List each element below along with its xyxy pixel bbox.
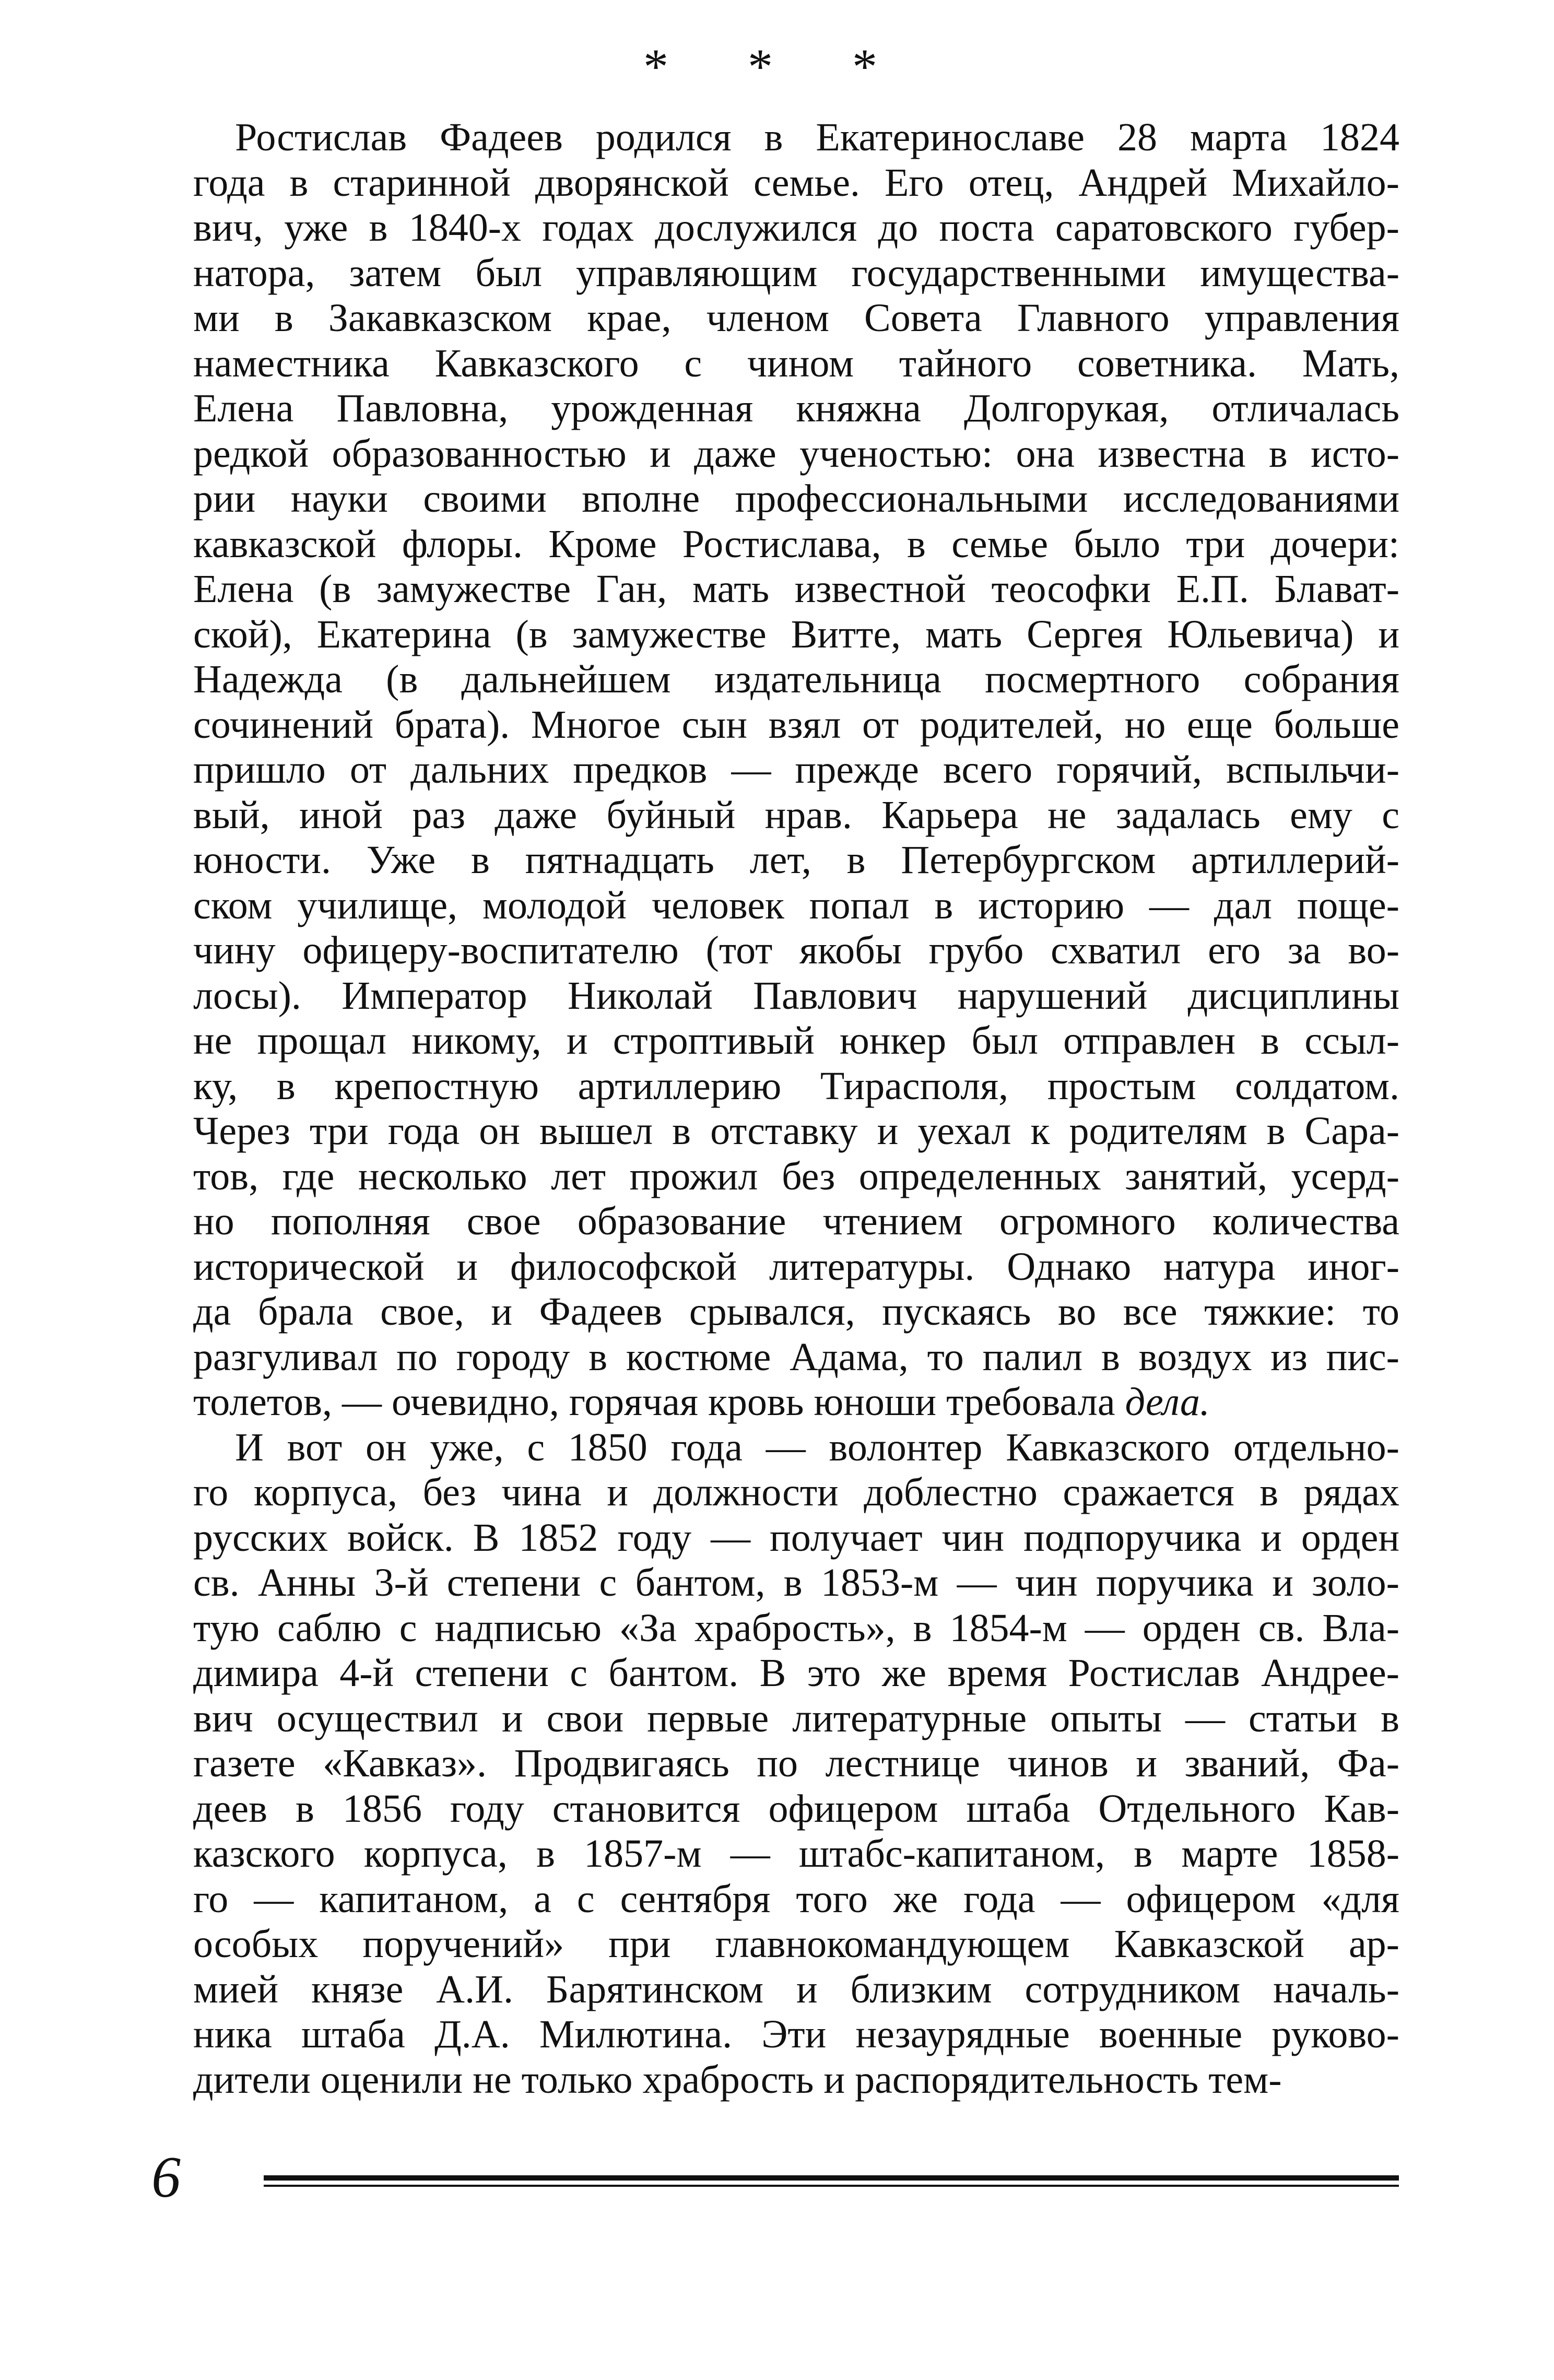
text-line: ку, в крепостную артиллерию Тирасполя, простым солдатом. [193, 1064, 1399, 1108]
text-line: юности. Уже в пятнадцать лет, в Петербургском артиллерий- [193, 838, 1399, 882]
text-line: вич осуществил и свои первые литературные опыты — статьи в [193, 1696, 1399, 1740]
text-line: дители оценили не только храбрость и распорядительность тем- [193, 2057, 1282, 2102]
page-footer [0, 2146, 1554, 2209]
text-line: ми в Закавказском крае, членом Совета Главного управления [193, 296, 1399, 340]
text-line: ской), Екатерина (в замужестве Витте, мать Сергея Юльевича) и [193, 612, 1399, 656]
text-line: но пополняя свое образование чтением огромного количества [193, 1199, 1399, 1243]
text-line: газете «Кавказ». Продвигаясь по лестнице чинов и званий, Фа- [193, 1741, 1399, 1785]
text-line: кавказской флоры. Кроме Ростислава, в семье было три дочери: [193, 522, 1399, 566]
text-line: да брала свое, и Фадеев срывался, пускаясь во все тяжкие: то [193, 1290, 1399, 1334]
text-line: сочинений брата). Многое сын взял от родителей, но еще больше [193, 702, 1399, 747]
text-line: Через три года он вышел в отставку и уехал к родителям в Сара- [193, 1109, 1399, 1153]
text-line: го — капитаном, а с сентября того же года — офицером «для [193, 1877, 1399, 1921]
footer-rule [264, 2175, 1399, 2181]
text-line: особых поручений» при главнокомандующем Кавказской ар- [193, 1922, 1399, 1966]
text-line: Елена Павловна, урожденная княжна Долгорукая, отличалась [193, 386, 1399, 430]
text-line: тов, где несколько лет прожил без определенных занятий, усерд- [193, 1154, 1399, 1198]
text-line: Надежда (в дальнейшем издательница посмертного собрания [193, 657, 1399, 701]
text-line: мией князе А.И. Барятинском и близким сотрудником началь- [193, 1967, 1399, 2011]
text-line: года в старинной дворянской семье. Его отец, Андрей Михайло- [193, 160, 1399, 205]
text-line: толетов, — очевидно, горячая кровь юноши требовала дела. [193, 1380, 1210, 1424]
page-number: 6 [151, 2145, 181, 2210]
text-line: редкой образованностью и даже ученостью: она известна в исто- [193, 431, 1399, 476]
text-line: казского корпуса, в 1857-м — штабс-капитаном, в марте 1858- [193, 1832, 1399, 1876]
text-line: лосы). Император Николай Павлович нарушений дисциплины [193, 973, 1399, 1018]
text-line: ском училище, молодой человек попал в историю — дал поще- [193, 883, 1399, 927]
text-line: димира 4-й степени с бантом. В это же время Ростислав Андрее- [193, 1651, 1399, 1695]
text-line: тую саблю с надписью «За храбрость», в 1854-м — орден св. Вла- [193, 1606, 1399, 1650]
text-line: вый, иной раз даже буйный нрав. Карьера не задалась ему с [193, 793, 1399, 837]
text-line: вич, уже в 1840-х годах дослужился до поста саратовского губер- [193, 206, 1399, 250]
text-line: не прощал никому, и строптивый юнкер был отправлен в ссыл- [193, 1019, 1399, 1063]
body-text [193, 115, 1399, 2102]
text-line: ника штаба Д.А. Милютина. Эти незаурядные военные руково- [193, 2012, 1399, 2056]
text-line: натора, затем был управляющим государственными имущества- [193, 251, 1399, 295]
text-line: И вот он уже, с 1850 года — волонтер Кавказского отдельно- [235, 1425, 1399, 1469]
text-line: деев в 1856 году становится офицером штаба Отдельного Кав- [193, 1786, 1399, 1831]
text-line: исторической и философской литературы. Однако натура иног- [193, 1244, 1399, 1289]
paragraph [193, 1425, 1399, 2103]
text-line: рии науки своими вполне профессиональными исследованиями [193, 477, 1399, 521]
text-line: пришло от дальних предков — прежде всего горячий, вспыльчи- [193, 748, 1399, 792]
text-line: наместника Кавказского с чином тайного советника. Мать, [193, 341, 1399, 385]
text-line: Елена (в замужестве Ган, мать известной теософки Е.П. Блават- [193, 567, 1399, 611]
section-separator: * * * [643, 39, 911, 95]
footer-rule [264, 2185, 1399, 2187]
text-line: го корпуса, без чина и должности доблестно сражается в рядах [193, 1470, 1399, 1514]
text-line: разгуливал по городу в костюме Адама, то палил в воздух из пис- [193, 1335, 1399, 1379]
text-line: русских войск. В 1852 году — получает чин подпоручика и орден [193, 1515, 1399, 1560]
text-line: чину офицеру-воспитателю (тот якобы грубо схватил его за во- [193, 928, 1399, 972]
text-line: Ростислав Фадеев родился в Екатеринославе 28 марта 1824 [235, 115, 1399, 159]
text-line: св. Анны 3-й степени с бантом, в 1853-м — чин поручика и золо- [193, 1561, 1399, 1605]
paragraph [193, 115, 1399, 1425]
